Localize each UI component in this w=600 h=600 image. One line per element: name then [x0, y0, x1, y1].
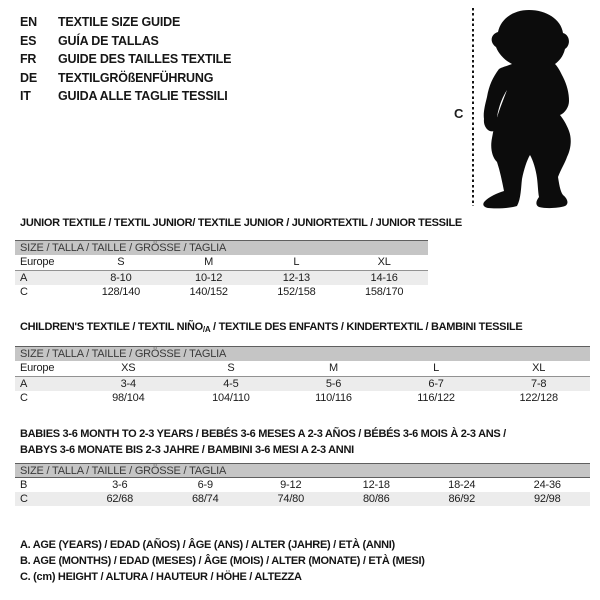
size-cell: 62/68: [77, 492, 163, 506]
size-table: [15, 255, 428, 299]
size-cell: 104/110: [212, 392, 250, 404]
size-cell: 24-36: [533, 479, 561, 491]
table-row-b: [15, 478, 590, 492]
size-cell: XS: [77, 361, 180, 377]
size-table: [15, 478, 590, 506]
size-cell: 5-6: [282, 377, 385, 392]
size-cell: 80/86: [334, 492, 420, 506]
size-cell: XL: [340, 255, 428, 271]
size-cell: 9-12: [280, 479, 302, 491]
size-cell: 6-9: [197, 479, 213, 491]
size-cell: S: [180, 361, 283, 377]
language-row: [20, 13, 231, 32]
language-label: TEXTILE SIZE GUIDE: [58, 15, 181, 29]
row-label: C: [20, 286, 28, 298]
size-cell: 158/170: [364, 286, 404, 298]
size-cell: 12-13: [253, 271, 341, 286]
row-label: B: [20, 479, 28, 491]
table-row-a: [15, 271, 428, 286]
row-label: Europe: [15, 255, 77, 271]
table-row-europe: [15, 361, 590, 377]
table-row-c: [15, 285, 428, 299]
size-cell: 3-6: [112, 479, 128, 491]
language-code: IT: [20, 89, 31, 104]
row-label: C: [15, 492, 77, 506]
table-row-a: [15, 377, 590, 392]
height-measure-label: C: [454, 106, 464, 121]
row-label: A: [15, 377, 77, 392]
size-cell: 116/122: [417, 392, 455, 404]
footnote-legend: [20, 537, 425, 586]
baby-silhouette-image: [482, 8, 574, 210]
size-cell: 110/116: [315, 392, 352, 404]
size-cell: 10-12: [165, 271, 253, 286]
language-label: GUÍA DE TALLAS: [58, 33, 159, 48]
size-header-bar: SIZE / TALLA / TAILLE / GRÖSSE / TAGLIA: [15, 463, 590, 478]
size-cell: 68/74: [163, 492, 249, 506]
row-label: A: [15, 271, 77, 286]
language-code: FR: [20, 52, 37, 67]
table-row-c: [15, 391, 590, 405]
title-line: BABYS 3-6 MONATE BIS 2-3 JAHRE / BAMBINI 3-6 MESI A 2-3 ANNI: [20, 444, 354, 456]
language-code: DE: [20, 70, 37, 85]
section-title-children: [20, 321, 522, 334]
size-cell: 74/80: [248, 492, 334, 506]
size-table: [15, 361, 590, 405]
title-line: BABIES 3-6 MONTH TO 2-3 YEARS / BEBÉS 3-6 MESES A 2-3 AÑOS / BÉBÉS 3-6 MOIS À 2-3 ANS /: [20, 428, 506, 440]
size-cell: 4-5: [180, 377, 283, 392]
table-row-c: [15, 492, 590, 506]
language-label: GUIDE DES TAILLES TEXTILE: [58, 52, 232, 67]
footnote-age-months: B. AGE (MONTHS) / EDAD (MESES) / ÂGE (MOIS) / ALTER (MONATE) / ETÀ (MESI): [20, 555, 425, 568]
title-subscript: /A: [202, 325, 211, 334]
title-text: / TEXTILE DES ENFANTS / KINDERTEXTIL / BAMBINI TESSILE: [210, 321, 523, 333]
size-cell: 122/128: [519, 392, 558, 404]
table-row-europe: [15, 255, 428, 271]
size-cell: 7-8: [487, 377, 590, 392]
language-row: [20, 50, 231, 69]
size-cell: 12-18: [362, 479, 390, 491]
language-row: [20, 87, 231, 106]
size-cell: M: [282, 361, 385, 377]
footnote-height: C. (cm) HEIGHT / ALTURA / HAUTEUR / HÖHE / ALTEZZA: [20, 571, 302, 584]
size-cell: XL: [487, 361, 590, 377]
size-cell: M: [165, 255, 253, 271]
language-list: [20, 13, 231, 106]
language-row: [20, 69, 231, 88]
section-title-junior: JUNIOR TEXTILE / TEXTIL JUNIOR/ TEXTILE JUNIOR / JUNIORTEXTIL / JUNIOR TESSILE: [20, 217, 462, 229]
language-code: ES: [20, 33, 37, 48]
height-measure-dashed-line: [472, 8, 474, 206]
language-code: EN: [20, 15, 37, 29]
size-cell: 3-4: [77, 377, 180, 392]
size-cell: 140/152: [189, 286, 228, 298]
children-size-table: [15, 346, 590, 405]
section-title-babies: [20, 426, 506, 458]
size-cell: S: [77, 255, 165, 271]
size-cell: 18-24: [448, 479, 476, 491]
row-label: C: [20, 392, 28, 404]
size-cell: 14-16: [340, 271, 428, 286]
babies-size-table: [15, 463, 590, 506]
size-header-bar: SIZE / TALLA / TAILLE / GRÖSSE / TAGLIA: [15, 240, 428, 255]
language-label: GUIDA ALLE TAGLIE TESSILI: [58, 89, 228, 104]
size-header-bar: SIZE / TALLA / TAILLE / GRÖSSE / TAGLIA: [15, 346, 590, 361]
language-label: TEXTILGRÖßENFÜHRUNG: [58, 70, 214, 85]
size-cell: 8-10: [77, 271, 165, 286]
size-cell: 152/158: [277, 286, 316, 298]
language-row: [20, 32, 231, 51]
title-text: CHILDREN'S TEXTILE / TEXTIL NIÑO: [20, 321, 203, 333]
size-cell: 92/98: [505, 492, 591, 506]
junior-size-table: [15, 240, 428, 299]
size-cell: L: [253, 255, 341, 271]
footnote-age-years: A. AGE (YEARS) / EDAD (AÑOS) / ÂGE (ANS) / ALTER (JAHRE) / ETÀ (ANNI): [20, 539, 395, 551]
size-cell: L: [385, 361, 488, 377]
size-cell: 128/140: [101, 286, 141, 298]
row-label: Europe: [15, 361, 77, 377]
size-cell: 86/92: [419, 492, 505, 506]
size-cell: 98/104: [112, 392, 145, 404]
size-cell: 6-7: [385, 377, 488, 392]
